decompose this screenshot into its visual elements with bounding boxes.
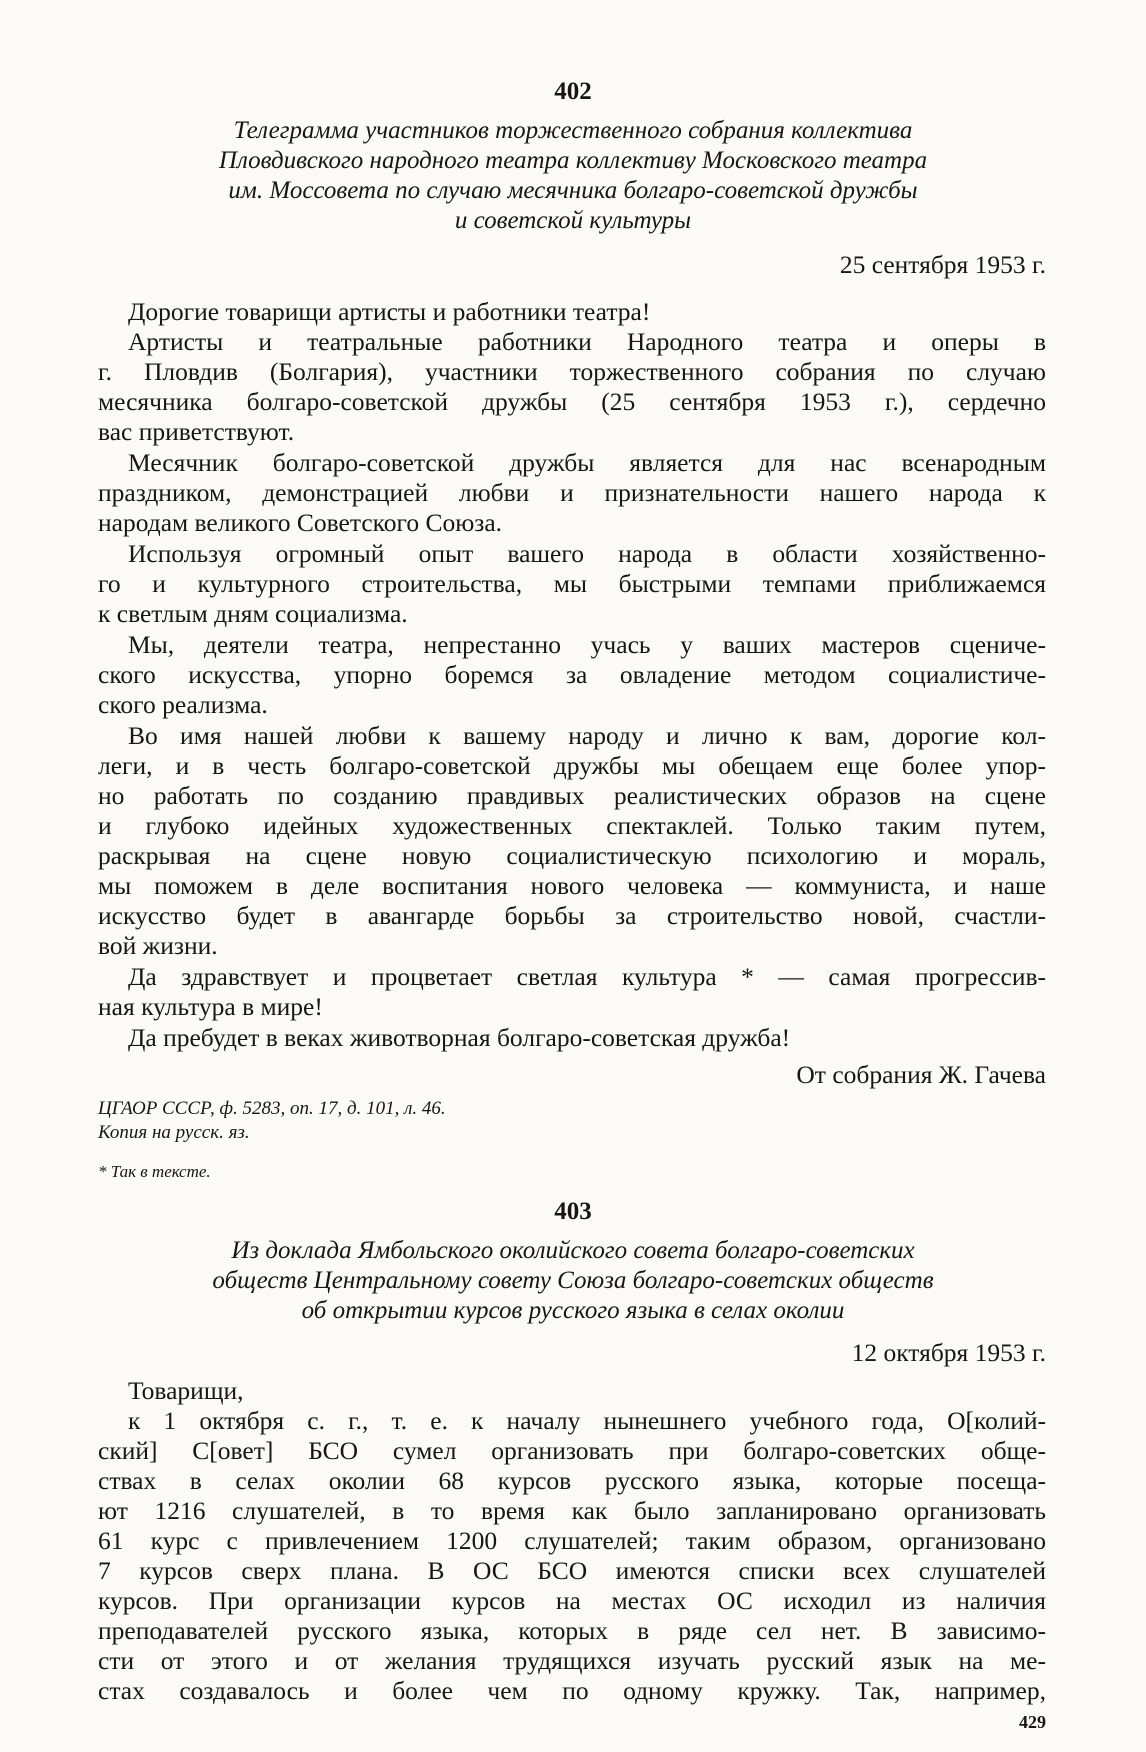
document-title-line: Из доклада Ямбольского околийского совета болгаро-советских (231, 1237, 915, 1264)
paragraph-line: месячника болгаро-советской дружбы (25 сентября 1953 г.), сердечно (98, 387, 1046, 416)
document-title-line: им. Моссовета по случаю месячника болгаро-советской дружбы (228, 177, 918, 204)
paragraph-line: праздником, демонстрацией любви и признательности нашего народа к (98, 478, 1046, 507)
footnote: * Так в тексте. (98, 1162, 211, 1181)
paragraph-line: народам великого Советского Союза. (98, 508, 503, 537)
greeting: Дорогие товарищи артисты и работники театра! (128, 297, 651, 326)
paragraph-line: и глубоко идейных художественных спектаклей. Только таким путем, (98, 811, 1046, 840)
paragraph-line: мы поможем в деле воспитания нового человека — коммуниста, и наше (98, 871, 1046, 900)
paragraph-line: г. Пловдив (Болгария), участники торжественного собрания по случаю (98, 357, 1046, 386)
paragraph-line: преподавателей русского языка, которых в ряде сел нет. В зависимо- (98, 1616, 1046, 1645)
document-date: 12 октября 1953 г. (851, 1338, 1046, 1367)
paragraph-line: Во имя нашей любви к вашему народу и лично к вам, дорогие кол- (128, 721, 1046, 750)
paragraph-line: ского искусства, упорно боремся за овладение методом социалистиче- (98, 660, 1046, 689)
greeting: Товарищи, (128, 1376, 244, 1405)
document-title-line: Телеграмма участников торжественного собрания коллектива (233, 117, 913, 144)
archive-source: ЦГАОР СССР, ф. 5283, оп. 17, д. 101, л. 46. (98, 1098, 446, 1119)
page-number: 429 (1019, 1712, 1046, 1732)
paragraph-line: стах создавалось и более чем по одному кружку. Так, например, (98, 1676, 1046, 1705)
document-title-line: и советской культуры (454, 207, 692, 234)
paragraph-line: ствах в селах околии 68 курсов русского языка, которые посеща- (98, 1466, 1046, 1495)
document-title-line: Пловдивского народного театра коллективу Московского театра (218, 147, 928, 174)
copy-note: Копия на русск. яз. (98, 1122, 250, 1143)
paragraph-line: сти от этого и от желания трудящихся изучать русский язык на ме- (98, 1646, 1046, 1675)
paragraph-line: курсов. При организации курсов на местах ОС исходил из наличия (98, 1586, 1046, 1615)
paragraph-line: Артисты и театральные работники Народного театра и оперы в (128, 327, 1046, 356)
paragraph-line: вой жизни. (98, 931, 218, 960)
paragraph-line: раскрывая на сцене новую социалистическую психологию и мораль, (98, 841, 1046, 870)
paragraph-line: 7 курсов сверх плана. В ОС БСО имеются списки всех слушателей (98, 1556, 1046, 1585)
paragraph-line: 61 курс с привлечением 1200 слушателей; таким образом, организовано (98, 1526, 1046, 1555)
paragraph-line: ский] С[овет] БСО сумел организовать при болгаро-советских обще- (98, 1436, 1046, 1465)
paragraph-line: ют 1216 слушателей, в то время как было запланировано организовать (98, 1496, 1046, 1525)
document-number-403: 403 (554, 1198, 592, 1225)
paragraph-line: вас приветствуют. (98, 417, 295, 446)
paragraph-line: искусство будет в авангарде борьбы за строительство новой, счастли- (98, 901, 1046, 930)
paragraph-line: Да здравствует и процветает светлая культура * — самая прогрессив- (128, 962, 1046, 991)
paragraph-line: к светлым дням социализма. (98, 599, 408, 628)
paragraph-line: но работать по созданию правдивых реалистических образов на сцене (98, 781, 1046, 810)
document-title-line: об открытии курсов русского языка в селах околии (301, 1297, 845, 1324)
paragraph-line: ная культура в мире! (98, 992, 323, 1021)
paragraph-line: леги, и в честь болгаро-советской дружбы мы обещаем еще более упор- (98, 751, 1046, 780)
paragraph-line: Мы, деятели театра, непрестанно учась у ваших мастеров сцениче- (128, 630, 1046, 659)
document-date: 25 сентября 1953 г. (839, 250, 1046, 279)
paragraph-line: Да пребудет в веках животворная болгаро-советская дружба! (128, 1023, 791, 1052)
document-title-line: обществ Центральному совету Союза болгаро-советских обществ (212, 1267, 934, 1294)
paragraph-line: Месячник болгаро-советской дружбы является для нас всенародным (128, 448, 1046, 477)
paragraph-line: го и культурного строительства, мы быстрыми темпами приближаемся (98, 569, 1046, 598)
paragraph-line: к 1 октября с. г., т. е. к началу нынешнего учебного года, О[колий- (128, 1406, 1046, 1435)
paragraph-line: Используя огромный опыт вашего народа в области хозяйственно- (128, 539, 1046, 568)
signature: От собрания Ж. Гачева (796, 1060, 1046, 1089)
document-number-402: 402 (554, 78, 592, 105)
paragraph-line: ского реализма. (98, 690, 268, 719)
